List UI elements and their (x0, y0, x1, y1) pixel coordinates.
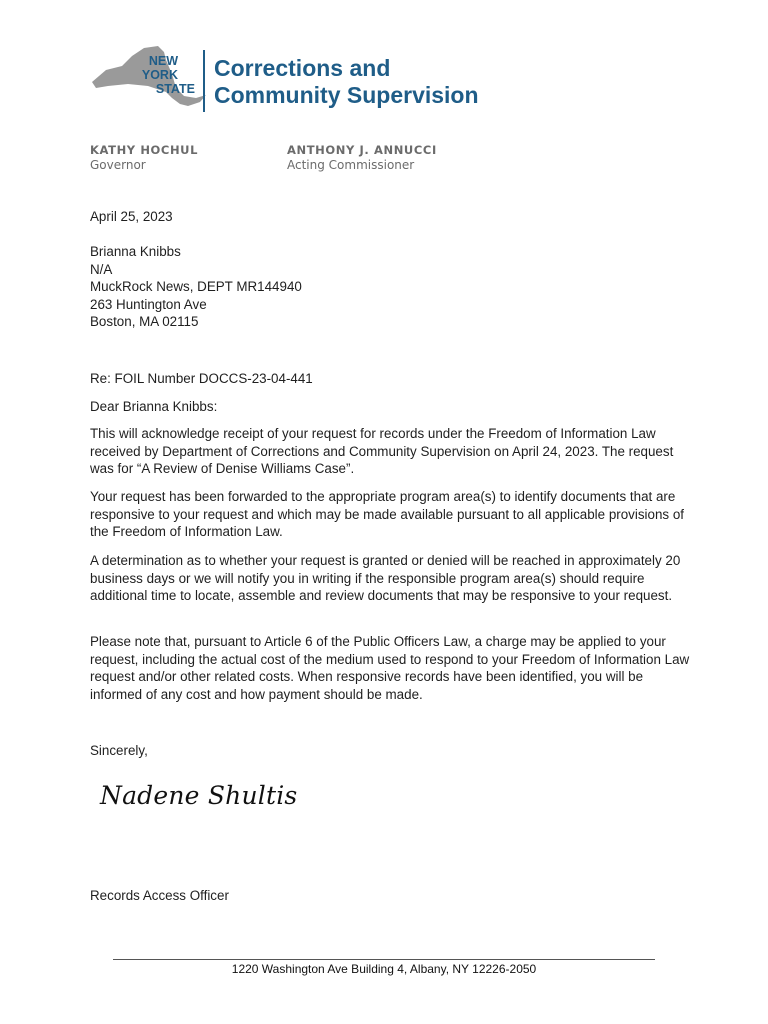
footer-address: 1220 Washington Ave Building 4, Albany, NY 12226-2050 (231, 962, 537, 976)
commissioner-title: Acting Commissioner (287, 158, 415, 172)
agency-logo (88, 40, 488, 120)
paragraph-charges: Please note that, pursuant to Article 6 of the Public Officers Law, a charge may be applied to your request, including the actual cost of the medium used to respond to your Freedom of Information Law request and/or other related costs. When responsive records have been identified, you will be informed of any cost and how payment should be made. (90, 634, 690, 702)
signer-title: Records Access Officer (90, 888, 229, 903)
agency-logo-graphic (88, 40, 488, 120)
logo-agency-line-2: Community Supervision (214, 82, 479, 108)
recipient-line-2: N/A (90, 261, 113, 277)
recipient-organization: MuckRock News, DEPT MR144940 (90, 279, 302, 295)
signature: Nadene Shultis (100, 781, 298, 810)
paragraph-determination: A determination as to whether your request is granted or denied will be reached in approximately 20 business days or we will notify you in writing if the responsible program area(s) should require additional time to locate, assemble and review documents that may be responsive to your request. (90, 553, 681, 604)
logo-divider (203, 50, 205, 112)
footer-divider (113, 959, 655, 960)
governor-title: Governor (90, 158, 146, 172)
recipient-name: Brianna Knibbs (90, 244, 181, 259)
letter-date: April 25, 2023 (90, 209, 173, 224)
logo-state-line-3: STATE (155, 82, 195, 96)
recipient-city: Boston, MA 02115 (90, 314, 199, 330)
governor-name: KATHY HOCHUL (90, 143, 199, 157)
logo-state-line-1: NEW (148, 54, 178, 68)
recipient-address (90, 243, 302, 331)
commissioner-name: ANTHONY J. ANNUCCI (287, 143, 437, 157)
paragraph-forwarded: Your request has been forwarded to the appropriate program area(s) to identify documents that are responsive to your request and which may be made available pursuant to all applicable provisions of the Freedom of Information Law. (90, 489, 684, 540)
logo-agency-line-1: Corrections and (214, 55, 391, 81)
recipient-street: 263 Huntington Ave (90, 296, 207, 312)
paragraph-acknowledgement: This will acknowledge receipt of your request for records under the Freedom of Information Law received by Department of Corrections and Community Supervision on April 24, 2023. The request was for “A Review of Denise Williams Case”. (90, 426, 674, 477)
salutation: Dear Brianna Knibbs: (90, 399, 218, 414)
closing: Sincerely, (90, 743, 148, 758)
logo-state-line-2: YORK (141, 68, 178, 82)
subject-line: Re: FOIL Number DOCCS-23-04-441 (90, 371, 313, 386)
